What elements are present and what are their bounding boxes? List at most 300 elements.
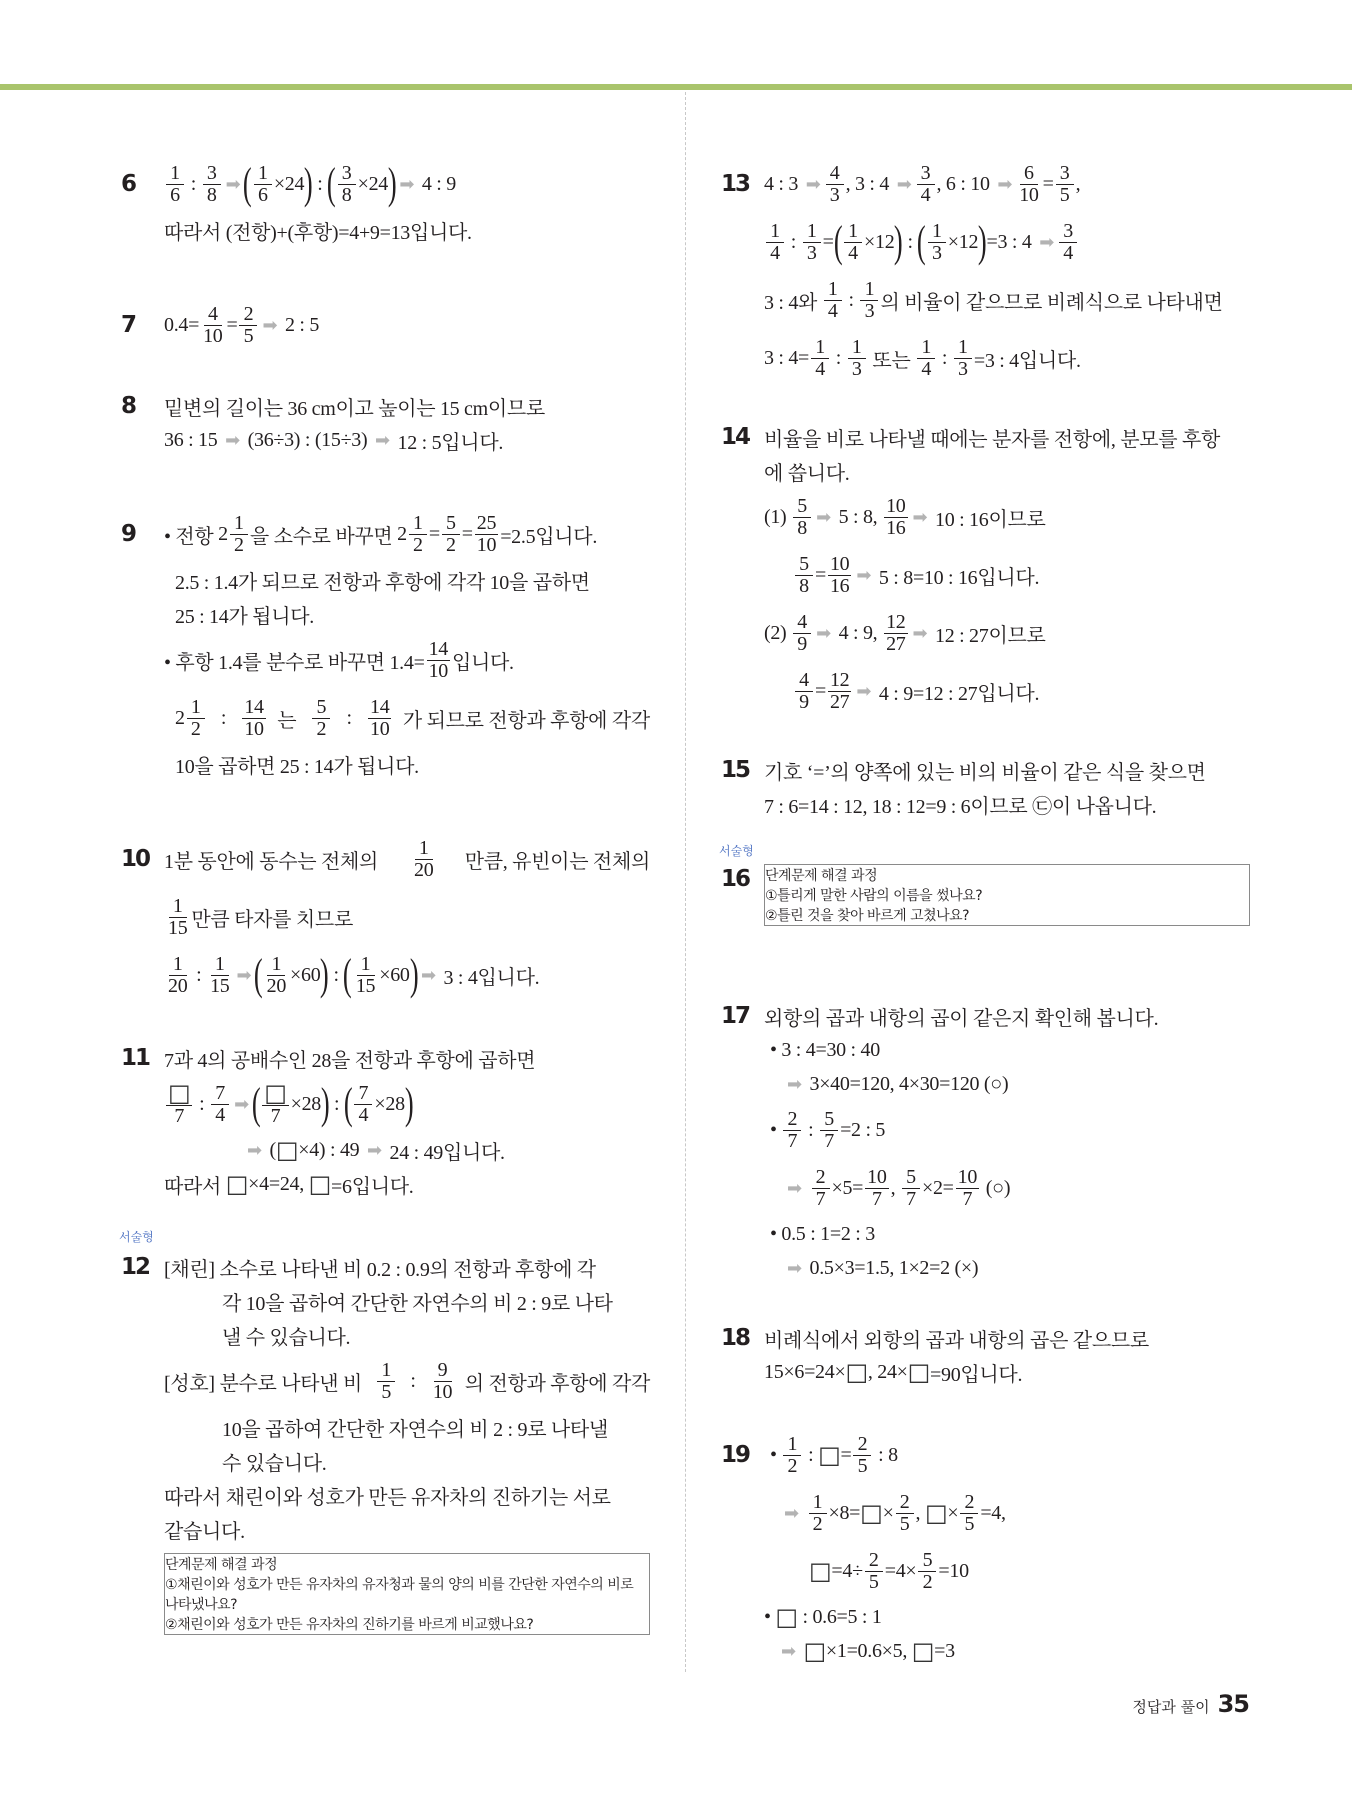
numerator: 5: [902, 1167, 920, 1189]
text-run: :: [843, 288, 859, 311]
problem-7: [121, 296, 651, 354]
denominator: 10: [1019, 183, 1039, 206]
problem-10: [121, 830, 651, 1004]
numerator: 5: [793, 496, 811, 518]
text-run: 5 : 8=10 : 16입니다.: [874, 566, 1040, 589]
solution-line: [164, 1075, 650, 1133]
text-run: [성호] 분수로 나타낸 비: [164, 1372, 367, 1395]
text-run: 각 10을 곱하여 간단한 자연수의 비 2 : 9로 나타: [222, 1292, 613, 1315]
solution-line: [764, 1426, 1250, 1484]
problem-number: 13: [721, 171, 750, 197]
text-run: 5 : 8,: [833, 505, 883, 528]
large-parenthesis: (: [833, 217, 843, 266]
table-header: 단계: [765, 868, 792, 884]
text-run: =: [815, 679, 826, 702]
text-run: ×8=: [828, 1501, 861, 1524]
denominator: 7: [962, 1187, 973, 1210]
fraction: [793, 612, 811, 655]
solution-line: [764, 1067, 1250, 1101]
numerator: 5: [795, 554, 813, 576]
fraction: [853, 1434, 871, 1477]
solution-line: [164, 1284, 650, 1318]
arrow-icon: ➡: [781, 1640, 796, 1662]
denominator: 3: [829, 183, 840, 206]
denominator: 4: [1063, 241, 1073, 264]
text-run: 따라서 채린이와 성호가 만든 유자차의 진하기는 서로: [164, 1486, 611, 1509]
descriptive-type-label: 서술형: [119, 1230, 154, 1244]
denominator: 10: [476, 533, 497, 556]
denominator: 15: [355, 974, 376, 997]
text-run: :: [902, 230, 918, 253]
text-run: 따라서 (전항)+(후항)=4+9=13입니다.: [164, 221, 472, 244]
denominator: 5: [857, 1454, 868, 1477]
fraction: [166, 954, 189, 997]
fraction: [239, 304, 257, 347]
text-run: • 전항: [164, 525, 219, 548]
fraction: [242, 697, 265, 740]
blank-box: □: [809, 1557, 832, 1585]
large-parenthesis: ): [320, 1079, 330, 1128]
numerator: 4: [793, 612, 811, 634]
numerator: 1: [766, 221, 784, 243]
numerator: 5: [820, 1109, 838, 1131]
text-run: : 8: [873, 1443, 898, 1466]
fraction: [809, 1492, 827, 1535]
text-run: 3 : 4입니다.: [438, 966, 540, 989]
numerator: 6: [1020, 163, 1038, 185]
problem-17: [721, 999, 1251, 1285]
text-run: :: [341, 706, 357, 729]
solution-line: [164, 389, 650, 423]
problem-number: 8: [121, 393, 136, 419]
text-run: 따라서: [164, 1175, 226, 1198]
text-run: ×5=: [831, 1176, 864, 1199]
solution-line: [764, 420, 1250, 454]
large-parenthesis: (: [343, 950, 352, 999]
arrow-icon: ➡: [912, 622, 928, 644]
denominator: 3: [957, 357, 968, 380]
text-run: 의 비율이 같으므로 비례식으로 나타내면: [880, 291, 1223, 314]
text-run: :: [831, 346, 846, 369]
text-run: 36 : 15: [164, 428, 223, 451]
text-run: ,: [915, 1501, 925, 1524]
numerator: 5: [312, 697, 330, 719]
text-run: ×4=24,: [248, 1172, 309, 1195]
solution-lines: [764, 1426, 1250, 1668]
text-run: 2.5 : 1.4가 되므로 전항과 후항에 각각 10을 곱하면: [175, 571, 590, 594]
denominator: 9: [797, 632, 807, 655]
text-run: =10: [938, 1559, 969, 1582]
fraction: [254, 163, 272, 206]
solution-lines: [764, 155, 1250, 387]
text-run: =6입니다.: [331, 1175, 414, 1198]
denominator: 10: [428, 659, 448, 682]
text-run: • 0.5 : 1=2 : 3: [770, 1222, 875, 1245]
numerator: 1: [377, 1360, 395, 1382]
numerator: 4: [826, 163, 844, 185]
step-description: 채린이와 성호가 만든 유자차의 진하기를 바르게 비교했나요?: [177, 1617, 534, 1633]
mixed-number: [397, 513, 429, 556]
numerator: 3: [917, 163, 935, 185]
numerator: 1: [409, 513, 427, 535]
text-run: 10 : 16이므로: [930, 508, 1046, 531]
denominator: 2: [445, 533, 456, 556]
solution-line: [764, 1634, 1250, 1668]
fraction: [409, 513, 427, 556]
solution-lines: [164, 155, 650, 247]
text-run: (1): [764, 505, 792, 528]
text-run: 12 : 5입니다.: [392, 431, 504, 454]
problem-number: 17: [721, 1003, 750, 1029]
solution-line: [164, 1133, 650, 1167]
denominator: 2: [787, 1454, 798, 1477]
text-run: 7과 4의 공배수인 28을 전항과 후항에 곱하면: [164, 1049, 536, 1072]
text-run: • 3 : 4=30 : 40: [770, 1038, 880, 1061]
blank-box: □: [225, 1170, 249, 1198]
text-run: =4÷: [831, 1559, 863, 1582]
fraction: [338, 163, 356, 206]
problem-14: [721, 420, 1251, 720]
numerator: 14: [370, 695, 390, 718]
fraction: [187, 697, 205, 740]
text-run: 0.5×3=1.5, 1×2=2 (×): [804, 1256, 979, 1279]
text-run: =: [815, 563, 826, 586]
solution-line: [164, 563, 650, 597]
numerator: 1: [169, 954, 187, 976]
fraction: [860, 279, 878, 322]
arrow-icon: ➡: [1039, 231, 1055, 253]
fraction: [201, 304, 224, 347]
solution-line: [764, 1101, 1250, 1159]
text-run: :: [312, 172, 328, 195]
fraction: [960, 1492, 978, 1535]
step-description: 틀리게 말한 사람의 이름을 썼나요?: [777, 888, 983, 904]
fraction: [312, 697, 330, 740]
problem-11: [121, 1041, 651, 1201]
text-run: (36÷3) : (15÷3): [242, 428, 373, 451]
fraction: [812, 1167, 830, 1210]
fraction: [265, 954, 288, 997]
large-parenthesis: ): [404, 1079, 414, 1128]
problem-16: [719, 844, 1251, 926]
solution-line: [164, 689, 650, 747]
text-run: :: [191, 963, 207, 986]
whole-part: 2: [175, 706, 185, 729]
text-run: 7 : 6=14 : 12, 18 : 12=9 : 6이므로 ㉢이 나옵니다.: [764, 795, 1157, 818]
solution-line: [164, 747, 650, 781]
solution-lines: [164, 389, 650, 457]
text-run: =4,: [980, 1501, 1006, 1524]
table-row: [765, 885, 1250, 905]
text-run: 외항의 곱과 내항의 곱이 같은지 확인해 봅니다.: [764, 1007, 1159, 1030]
numerator: 1: [917, 337, 935, 359]
fraction: [828, 554, 851, 597]
text-run: =3 : 4입니다.: [973, 349, 1081, 372]
denominator: 7: [787, 1129, 798, 1152]
step-number: ②: [765, 908, 778, 924]
problem-number: 12: [121, 1254, 150, 1280]
solution-line: [764, 787, 1250, 821]
arrow-icon: ➡: [225, 173, 241, 195]
numerator: 1: [928, 221, 946, 243]
solution-lines: [164, 296, 650, 354]
numerator: 2: [896, 1492, 914, 1514]
text-run: 수 있습니다.: [222, 1452, 327, 1475]
arrow-icon: ➡: [784, 1502, 799, 1524]
solution-line: [764, 488, 1250, 546]
fraction: [211, 1083, 229, 1126]
large-parenthesis: ): [409, 950, 419, 999]
fraction: [820, 1109, 838, 1152]
large-parenthesis: (: [251, 1079, 261, 1128]
fraction: [828, 670, 851, 713]
blank-box: □: [775, 1603, 798, 1631]
numerator: 10: [957, 1165, 978, 1188]
denominator: 20: [414, 858, 434, 881]
denominator: 4: [215, 1103, 225, 1126]
problem-number: 18: [721, 1325, 750, 1351]
step-number: ①: [165, 1577, 178, 1593]
problem-12: [119, 1230, 651, 1635]
blank-box: □: [911, 1637, 935, 1665]
solution-line: [764, 1217, 1250, 1251]
solution-lines: [164, 1041, 650, 1201]
denominator: 10: [203, 324, 223, 347]
table-header: 문제 해결 과정: [191, 1557, 278, 1573]
problem-number: 15: [721, 757, 750, 783]
solution-line: [764, 753, 1250, 787]
numerator: 1: [415, 838, 433, 860]
table-header-row: [165, 1554, 650, 1575]
problem-13: [721, 155, 1251, 387]
fraction: [884, 496, 907, 539]
denominator: 20: [266, 974, 287, 997]
arrow-icon: ➡: [816, 506, 831, 528]
denominator: 5: [964, 1512, 975, 1535]
numerator: 1: [357, 954, 375, 976]
numerator: 1: [803, 221, 821, 243]
blank-box: □: [860, 1499, 883, 1527]
text-run: 0.4=: [164, 313, 200, 336]
arrow-icon: ➡: [912, 506, 928, 528]
numerator: □: [168, 1079, 191, 1107]
fraction: [166, 1081, 192, 1127]
denominator: 3: [931, 241, 942, 264]
text-run: 만큼 타자를 치므로: [191, 908, 353, 931]
text-run: 비율을 비로 나타낼 때에는 분자를 전항에, 분모를 후항: [764, 428, 1221, 451]
solution-line: [164, 1167, 650, 1201]
whole-part: 2: [397, 522, 407, 545]
text-run: , 6 : 10: [936, 172, 995, 195]
fraction: [412, 838, 435, 881]
numerator: 3: [338, 163, 356, 185]
text-run: ×60: [290, 963, 321, 986]
text-run: =2 : 5: [840, 1118, 886, 1141]
fraction: [208, 954, 231, 997]
solution-line: [764, 271, 1250, 329]
solution-lines: [764, 1321, 1250, 1389]
numerator: 1: [169, 896, 187, 918]
numerator: 10: [829, 552, 850, 575]
numerator: 2: [960, 1492, 978, 1514]
numerator: 1: [166, 163, 184, 185]
fraction: [795, 670, 813, 713]
text-run: :: [194, 1092, 210, 1115]
numerator: 1: [211, 954, 229, 976]
fraction: [917, 163, 935, 206]
denominator: 5: [381, 1380, 392, 1403]
denominator: 15: [168, 916, 188, 939]
solution-line: [164, 1250, 650, 1284]
denominator: 2: [190, 717, 201, 740]
numerator: 1: [783, 1434, 801, 1456]
text-run: :: [216, 706, 231, 729]
text-run: ×28: [374, 1092, 405, 1115]
text-run: 24 : 49입니다.: [384, 1141, 505, 1164]
solution-line: [164, 213, 650, 247]
fraction: [865, 1550, 883, 1593]
blank-box: □: [924, 1499, 948, 1527]
text-run: :: [786, 230, 801, 253]
numerator: 1: [187, 697, 205, 719]
fraction: [902, 1167, 920, 1210]
step-description: 채린이와 성호가 만든 유자차의 유자청과 물의 양의 비를 간단한 자연수의 비로 나타냈나요?: [165, 1577, 634, 1613]
arrow-icon: ➡: [367, 1139, 382, 1161]
fraction: [368, 697, 391, 740]
whole-part: 2: [218, 522, 228, 545]
numerator: 1: [824, 279, 842, 301]
numerator: 4: [795, 670, 813, 692]
text-run: ×24: [273, 172, 305, 195]
solution-line: [764, 999, 1250, 1033]
fraction: [954, 337, 972, 380]
numerator: 7: [211, 1083, 229, 1105]
text-run: :: [803, 1118, 819, 1141]
text-run: ×1=0.6×5,: [825, 1639, 912, 1662]
arrow-icon: ➡: [805, 173, 821, 195]
step-description: 틀린 것을 찾아 바르게 고쳤나요?: [777, 908, 970, 924]
numerator: 1: [809, 1492, 827, 1514]
fraction: [896, 1492, 914, 1535]
denominator: 7: [174, 1105, 185, 1127]
fraction: [431, 1360, 454, 1403]
solution-line: [764, 454, 1250, 488]
mixed-number: [218, 513, 250, 556]
denominator: 8: [799, 574, 809, 597]
text-run: =4×: [884, 1559, 917, 1582]
fraction: [928, 221, 946, 264]
large-parenthesis: ): [304, 159, 313, 208]
solution-line: [164, 1478, 650, 1512]
arrow-icon: ➡: [234, 1093, 249, 1115]
denominator: 3: [851, 357, 862, 380]
large-parenthesis: (: [254, 950, 263, 999]
denominator: 4: [848, 241, 858, 264]
text-run: ×: [882, 1501, 894, 1524]
large-parenthesis: (: [343, 1079, 353, 1128]
solution-line: [764, 662, 1250, 720]
page-footer: [1132, 1690, 1249, 1718]
solution-line: [164, 1512, 650, 1546]
text-run: ×60: [379, 963, 410, 986]
numerator: 7: [354, 1083, 372, 1105]
numerator: 1: [844, 221, 862, 243]
solution-line: [764, 1159, 1250, 1217]
problem-number: 14: [721, 424, 750, 450]
denominator: 4: [827, 299, 838, 322]
denominator: 10: [244, 717, 264, 740]
numerator: 2: [865, 1550, 883, 1572]
text-run: :: [329, 1092, 345, 1115]
text-run: [채린] 소수로 나타낸 비 0.2 : 0.9의 전항과 후항에 각: [164, 1258, 596, 1281]
solution-lines: [764, 999, 1250, 1285]
solution-line: [764, 1484, 1250, 1542]
numerator: 9: [434, 1360, 452, 1382]
large-parenthesis: ): [320, 950, 329, 999]
problem-8: [121, 389, 651, 457]
text-run: 입니다.: [451, 651, 514, 674]
fraction: [230, 513, 248, 556]
large-parenthesis: ): [978, 217, 987, 266]
solution-line: [764, 604, 1250, 662]
numerator: 12: [886, 610, 906, 633]
table-row: [165, 1574, 650, 1614]
solution-line: [764, 1321, 1250, 1355]
fraction: [766, 221, 784, 264]
large-parenthesis: (: [917, 217, 926, 266]
arrow-icon: ➡: [225, 429, 240, 451]
blank-box: □: [907, 1358, 931, 1386]
text-run: 12 : 27이므로: [930, 624, 1046, 647]
solution-line: [164, 1352, 650, 1410]
denominator: 10: [432, 1380, 453, 1403]
blank-box: □: [845, 1358, 868, 1386]
solution-lines: [764, 753, 1250, 821]
denominator: 8: [206, 183, 217, 206]
solution-line: [164, 505, 650, 563]
numerator: 2: [812, 1167, 830, 1189]
problem-9: [121, 505, 651, 781]
problem-6: [121, 155, 651, 247]
solution-lines: [164, 1250, 650, 1635]
text-run: 25 : 14가 됩니다.: [175, 605, 314, 628]
text-run: ×2=: [921, 1176, 954, 1199]
large-parenthesis: (: [243, 159, 252, 208]
fraction: [848, 337, 866, 380]
problem-number: 6: [121, 171, 136, 197]
fraction: [803, 221, 821, 264]
solution-line: [764, 155, 1250, 213]
arrow-icon: ➡: [856, 564, 872, 586]
denominator: 2: [812, 1512, 823, 1535]
text-run: 10을 곱하여 간단한 자연수의 비 2 : 9로 나타낼: [222, 1418, 608, 1441]
fraction: [166, 896, 189, 939]
text-run: 3 : 4와: [764, 291, 822, 314]
solution-line: [164, 946, 650, 1004]
scoring-table: [164, 1553, 650, 1635]
text-run: ×24: [357, 172, 388, 195]
text-run: (○): [981, 1176, 1011, 1199]
solution-line: [164, 1410, 650, 1444]
text-run: •: [770, 1443, 782, 1466]
numerator: 14: [244, 695, 264, 718]
arrow-icon: ➡: [247, 1139, 262, 1161]
solution-line: [164, 888, 650, 946]
blank-box: □: [803, 1637, 826, 1665]
denominator: 8: [797, 516, 807, 539]
top-accent-bar: [0, 84, 1352, 90]
denominator: 7: [824, 1129, 834, 1152]
